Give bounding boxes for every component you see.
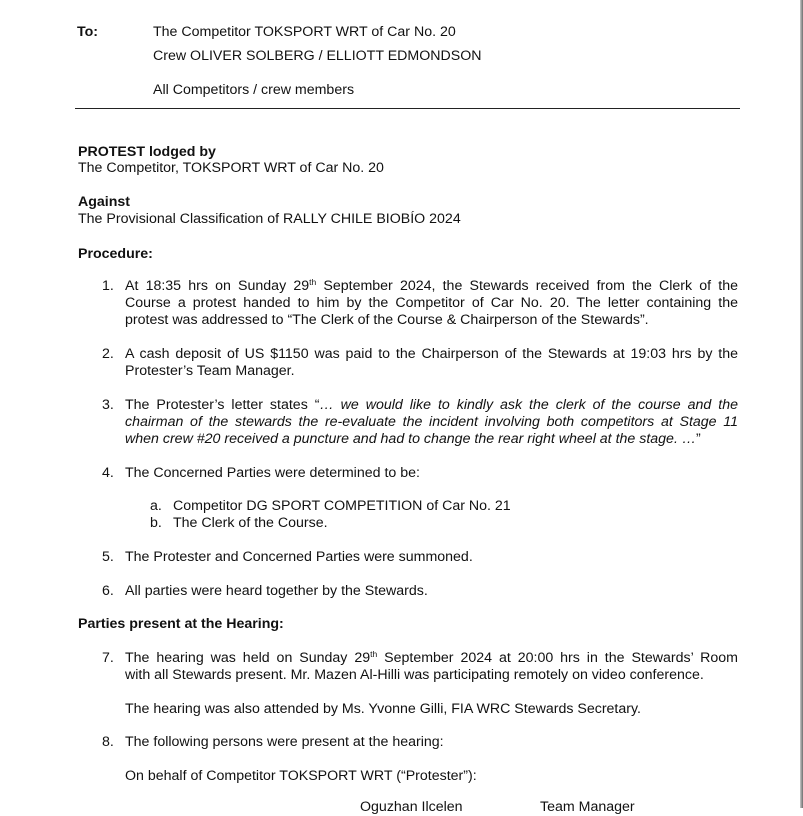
sub-item-b: The Clerk of the Course.: [173, 515, 328, 531]
item3-line: The Protester’s letter states “… we would like to kindly ask the clerk of the course and the: [125, 397, 738, 413]
item3-line: when crew #20 received a puncture and had to change the rear right wheel at the stage. …”: [125, 431, 701, 447]
item-number: 6.: [102, 583, 114, 599]
item1-line: At 18:35 hrs on Sunday 29th September 2024, the Stewards received from the Clerk of the: [125, 277, 738, 294]
item6-text: All parties were heard together by the Stewards.: [125, 583, 428, 599]
item7-line: The hearing was held on Sunday 29th September 2024 at 20:00 hrs in the Stewards’ Room: [125, 649, 738, 666]
header-divider: [75, 108, 740, 109]
protest-heading: PROTEST lodged by: [78, 144, 216, 160]
against-heading: Against: [78, 194, 131, 210]
to-line-all: All Competitors / crew members: [153, 82, 355, 98]
protest-by: The Competitor, TOKSPORT WRT of Car No. 20: [78, 160, 384, 176]
attendee-name: Oguzhan Ilcelen: [360, 799, 463, 815]
behalf-protester: On behalf of Competitor TOKSPORT WRT (“Protester”):: [125, 768, 477, 784]
attendee-role: Team Manager: [540, 799, 635, 815]
item-number: 5.: [102, 549, 114, 565]
hearing-heading: Parties present at the Hearing:: [78, 616, 284, 632]
item-number: 8.: [102, 734, 114, 750]
item-number: 7.: [102, 650, 114, 666]
item7-secretary: The hearing was also attended by Ms. Yvonne Gilli, FIA WRC Stewards Secretary.: [125, 701, 641, 717]
item-number: 3.: [102, 397, 114, 413]
procedure-heading: Procedure:: [78, 246, 153, 262]
item3-line: chairman of the stewards the re-evaluate the incident involving both competitors at Stage 11: [125, 414, 738, 430]
against-text: The Provisional Classification of RALLY CHILE BIOBÍO 2024: [78, 211, 461, 227]
item1-line: protest was addressed to “The Clerk of the Course & Chairperson of the Stewards”.: [125, 312, 649, 328]
to-line-competitor: The Competitor TOKSPORT WRT of Car No. 20: [153, 24, 456, 40]
item-number: 2.: [102, 346, 114, 362]
item7-line: with all Stewards present. Mr. Mazen Al-Hilli was participating remotely on video conference.: [125, 667, 704, 683]
sub-item-label: a.: [150, 498, 162, 514]
to-line-crew: Crew OLIVER SOLBERG / ELLIOTT EDMONDSON: [153, 48, 482, 64]
item5-text: The Protester and Concerned Parties were summoned.: [125, 549, 473, 565]
to-label: To:: [77, 24, 99, 40]
item-number: 1.: [102, 278, 114, 294]
item1-line: Course a protest handed to him by the Competitor of Car No. 20. The letter containing the: [125, 295, 738, 311]
item8-text: The following persons were present at the hearing:: [125, 734, 444, 750]
sub-item-a: Competitor DG SPORT COMPETITION of Car No. 21: [173, 498, 511, 514]
item2-line: Protester’s Team Manager.: [125, 363, 295, 379]
item4-text: The Concerned Parties were determined to be:: [125, 465, 420, 481]
item2-line: A cash deposit of US $1150 was paid to the Chairperson of the Stewards at 19:03 hrs by the: [125, 346, 738, 362]
item-number: 4.: [102, 465, 114, 481]
sub-item-label: b.: [150, 515, 162, 531]
